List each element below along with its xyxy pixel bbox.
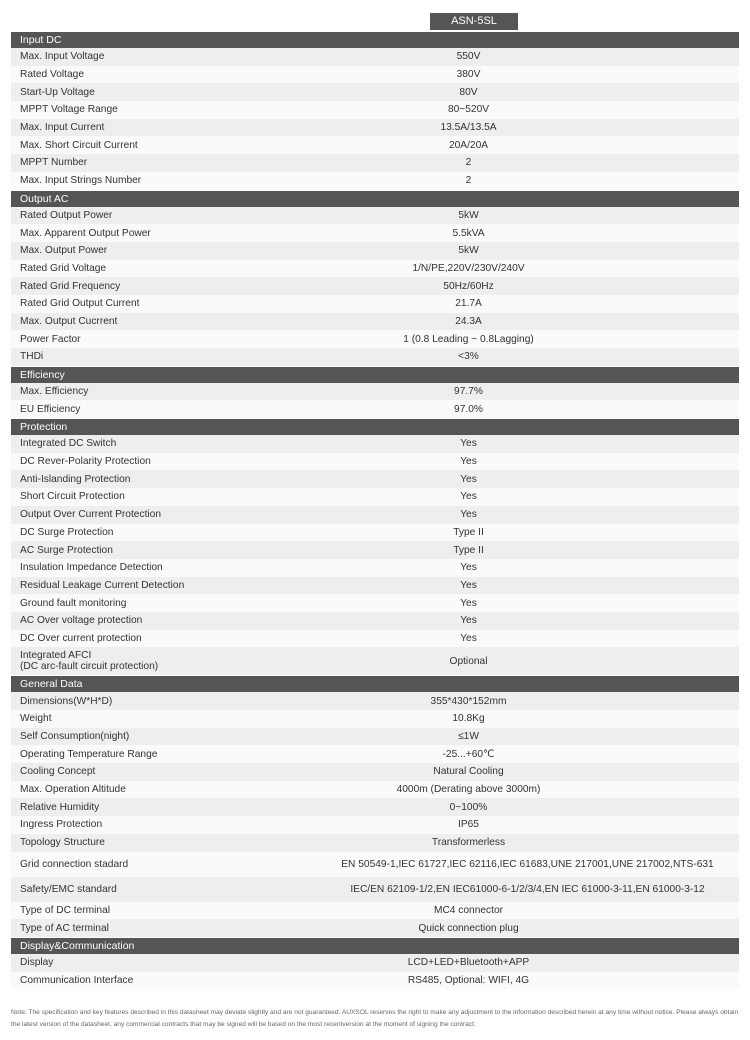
- spec-value: <3%: [458, 351, 479, 363]
- spec-label-text: Relative Humidity: [20, 801, 100, 813]
- spec-value: Yes: [460, 562, 477, 574]
- spec-label: [11, 298, 316, 309]
- spec-table: [11, 31, 739, 989]
- spec-value: 20A/20A: [448, 139, 489, 151]
- spec-label-text: Type of DC terminal: [20, 904, 111, 916]
- spec-value: IP65: [458, 819, 479, 831]
- spec-label-text: AC Over voltage protection: [20, 615, 143, 627]
- spec-value: 2: [465, 157, 472, 169]
- spec-label: [11, 140, 316, 151]
- spec-label-text: DC Rever-Polarity Protection: [20, 456, 151, 468]
- spec-value: Yes: [460, 438, 477, 450]
- spec-row: [11, 224, 739, 242]
- spec-row: [11, 647, 739, 675]
- spec-label-text: Operating Temperature Range: [20, 748, 158, 760]
- spec-label-text: Max. Input Current: [20, 122, 105, 134]
- section-header: General Data: [11, 676, 739, 692]
- spec-row: [11, 852, 739, 877]
- spec-label: [11, 859, 316, 870]
- spec-value: 21.7A: [455, 298, 482, 310]
- spec-row: [11, 954, 739, 972]
- spec-label: [11, 766, 316, 777]
- spec-label-text: THDi: [20, 351, 44, 363]
- spec-label: [11, 334, 316, 345]
- spec-row: [11, 541, 739, 559]
- spec-row: [11, 763, 739, 781]
- disclaimer-note: Note: The specification and key features described in this datasheet may deviate slightly and are not guaranteed. AUXSOL reserves the right to make any adjustment to the information described herein at any time without notice. Please always obtain the latest version of the datasheet, any commercial contracts that may be signed will be based on the most recentversion at the moment of signing the contract.: [11, 1009, 739, 1028]
- model-name-tab: ASN-5SL: [430, 13, 518, 30]
- spec-row: [11, 745, 739, 763]
- spec-value: 2: [465, 175, 472, 187]
- spec-value: 80V: [459, 86, 478, 98]
- section-header: Input DC: [11, 32, 739, 48]
- spec-value: Yes: [460, 509, 477, 521]
- spec-label: [11, 157, 316, 168]
- spec-value: 0~100%: [449, 801, 488, 813]
- spec-label: [11, 819, 316, 830]
- spec-value: 355*430*152mm: [430, 695, 507, 707]
- spec-row: [11, 594, 739, 612]
- section-header: Display&Communication: [11, 938, 739, 954]
- spec-label-text: Display: [20, 957, 54, 969]
- spec-row: [11, 781, 739, 799]
- spec-value: Type II: [453, 544, 484, 556]
- spec-label: [11, 509, 316, 520]
- spec-value: 80~520V: [447, 104, 490, 116]
- spec-label: [11, 713, 316, 724]
- spec-row: [11, 154, 739, 172]
- spec-label-text: DC Surge Protection: [20, 526, 114, 538]
- spec-row: [11, 559, 739, 577]
- spec-label-text: EU Efficiency: [20, 403, 81, 415]
- spec-value: 5kW: [458, 209, 479, 221]
- spec-row: [11, 435, 739, 453]
- spec-label: [11, 474, 316, 485]
- spec-label: [11, 438, 316, 449]
- spec-label: [11, 245, 316, 256]
- spec-label: [11, 316, 316, 327]
- spec-label-text: Max. Efficiency: [20, 386, 89, 398]
- spec-row: [11, 692, 739, 710]
- spec-row: [11, 612, 739, 630]
- spec-label: [11, 87, 316, 98]
- spec-row: [11, 66, 739, 84]
- spec-label-text: Max. Input Voltage: [20, 51, 105, 63]
- spec-label-text: Ingress Protection: [20, 819, 103, 831]
- spec-value: 5kW: [458, 245, 479, 257]
- spec-label-text: Integrated DC Switch: [20, 438, 117, 450]
- spec-value: 50Hz/60Hz: [443, 280, 494, 292]
- spec-row: [11, 295, 739, 313]
- spec-label-text: Start-Up Voltage: [20, 86, 95, 98]
- spec-label: [11, 802, 316, 813]
- spec-label: [11, 598, 316, 609]
- spec-label-subtext: (DC arc-fault circuit protection): [20, 661, 159, 673]
- spec-label-text: Rated Grid Frequency: [20, 280, 121, 292]
- spec-label-text: Ground fault monitoring: [20, 597, 127, 609]
- spec-label-text: Rated Output Power: [20, 209, 113, 221]
- spec-value: 5.5kVA: [452, 227, 485, 239]
- spec-label-text: Rated Grid Voltage: [20, 262, 107, 274]
- spec-label: [11, 650, 316, 672]
- spec-label: [11, 923, 316, 934]
- spec-row: [11, 242, 739, 260]
- spec-value: Yes: [460, 579, 477, 591]
- spec-label-text: Max. Apparent Output Power: [20, 227, 151, 239]
- spec-label-text: Weight: [20, 713, 52, 725]
- spec-row: [11, 400, 739, 418]
- spec-value: Yes: [460, 615, 477, 627]
- spec-value: 550V: [456, 51, 481, 63]
- spec-row: [11, 348, 739, 366]
- spec-row: [11, 172, 739, 190]
- spec-label-text: Max. Output Power: [20, 245, 108, 257]
- spec-label: [11, 491, 316, 502]
- spec-value: -25...+60℃: [442, 748, 495, 760]
- spec-value: EN 50549-1,IEC 61727,IEC 62116,IEC 61683,UNE 217001,UNE 217002,NTS-631: [341, 858, 714, 870]
- spec-label-text: Anti-Islanding Protection: [20, 473, 131, 485]
- spec-row: [11, 119, 739, 137]
- spec-row: [11, 136, 739, 154]
- spec-row: [11, 470, 739, 488]
- spec-row: [11, 728, 739, 746]
- spec-value: Yes: [460, 597, 477, 609]
- spec-label: [11, 731, 316, 742]
- spec-value: 97.7%: [454, 386, 483, 398]
- spec-label: [11, 263, 316, 274]
- spec-label: [11, 51, 316, 62]
- spec-label-text: Type of AC terminal: [20, 922, 109, 934]
- spec-value: Yes: [460, 632, 477, 644]
- spec-label: [11, 210, 316, 221]
- section-header: Protection: [11, 419, 739, 435]
- spec-label-text: MPPT Voltage Range: [20, 104, 118, 116]
- spec-row: [11, 383, 739, 401]
- spec-row: [11, 313, 739, 331]
- spec-label-text: Max. Operation Altitude: [20, 784, 126, 796]
- spec-value: 1 (0.8 Leading ~ 0.8Lagging): [403, 333, 534, 345]
- spec-label: [11, 562, 316, 573]
- spec-value: RS485, Optional: WIFI, 4G: [407, 974, 530, 986]
- section-header: Efficiency: [11, 367, 739, 383]
- spec-value: LCD+LED+Bluetooth+APP: [407, 957, 530, 969]
- spec-row: [11, 524, 739, 542]
- spec-row: [11, 710, 739, 728]
- spec-label-text: Topology Structure: [20, 837, 105, 849]
- spec-label-text: Communication Interface: [20, 974, 134, 986]
- spec-value: Optional: [449, 655, 488, 667]
- spec-row: [11, 877, 739, 902]
- spec-label-text: Max. Input Strings Number: [20, 175, 142, 187]
- spec-value: Type II: [453, 526, 484, 538]
- spec-row: [11, 972, 739, 990]
- spec-label-text: Short Circuit Protection: [20, 491, 125, 503]
- spec-label: [11, 749, 316, 760]
- spec-label: [11, 228, 316, 239]
- spec-label-text: Safety/EMC standard: [20, 883, 117, 895]
- spec-value: Yes: [460, 491, 477, 503]
- spec-value: ≤1W: [458, 731, 479, 743]
- spec-value: MC4 connector: [433, 904, 504, 916]
- spec-label-text: Cooling Concept: [20, 766, 96, 778]
- spec-row: [11, 902, 739, 920]
- spec-row: [11, 207, 739, 225]
- spec-label-text: Power Factor: [20, 333, 81, 345]
- spec-label: [11, 351, 316, 362]
- spec-value: Yes: [460, 473, 477, 485]
- spec-row: [11, 101, 739, 119]
- spec-label: [11, 696, 316, 707]
- spec-value: Natural Cooling: [433, 766, 504, 778]
- spec-row: [11, 330, 739, 348]
- spec-label-text: AC Surge Protection: [20, 544, 113, 556]
- spec-label: [11, 784, 316, 795]
- spec-label-text: Rated Voltage: [20, 69, 85, 81]
- spec-label: [11, 104, 316, 115]
- spec-label-text: Residual Leakage Current Detection: [20, 579, 185, 591]
- spec-label-text: Integrated AFCI: [20, 650, 92, 662]
- spec-label: [11, 281, 316, 292]
- spec-label: [11, 615, 316, 626]
- section-header: Output AC: [11, 191, 739, 207]
- spec-row: [11, 834, 739, 852]
- spec-label: [11, 175, 316, 186]
- spec-label: [11, 545, 316, 556]
- spec-value: Quick connection plug: [418, 922, 519, 934]
- spec-value: 24.3A: [455, 315, 482, 327]
- spec-value: 97.0%: [454, 403, 483, 415]
- spec-row: [11, 919, 739, 937]
- spec-row: [11, 453, 739, 471]
- spec-label: [11, 69, 316, 80]
- spec-label-text: Self Consumption(night): [20, 731, 130, 743]
- spec-value: 4000m (Derating above 3000m): [396, 784, 541, 796]
- spec-label-text: DC Over current protection: [20, 632, 142, 644]
- spec-label: [11, 580, 316, 591]
- spec-row: [11, 488, 739, 506]
- spec-label-text: Output Over Current Protection: [20, 509, 161, 521]
- spec-label: [11, 884, 316, 895]
- spec-label: [11, 905, 316, 916]
- spec-row: [11, 83, 739, 101]
- spec-value: Transformerless: [431, 837, 506, 849]
- spec-row: [11, 260, 739, 278]
- spec-label: [11, 975, 316, 986]
- spec-value: Yes: [460, 456, 477, 468]
- spec-value: 13.5A/13.5A: [440, 122, 497, 134]
- spec-label: [11, 837, 316, 848]
- spec-label: [11, 527, 316, 538]
- spec-label: [11, 633, 316, 644]
- spec-label-text: Max. Short Circuit Current: [20, 139, 138, 151]
- spec-label: [11, 404, 316, 415]
- spec-value: IEC/EN 62109-1/2,EN IEC61000-6-1/2/3/4,EN IEC 61000-3-11,EN 61000-3-12: [350, 883, 705, 895]
- spec-value: 10.8Kg: [452, 713, 485, 725]
- spec-label-text: Rated Grid Output Current: [20, 298, 140, 310]
- spec-label-text: Max. Output Cucrrent: [20, 315, 118, 327]
- spec-label: [11, 957, 316, 968]
- spec-row: [11, 48, 739, 66]
- spec-label: [11, 122, 316, 133]
- spec-value: 380V: [456, 69, 481, 81]
- spec-row: [11, 506, 739, 524]
- spec-row: [11, 630, 739, 648]
- spec-row: [11, 816, 739, 834]
- spec-label-text: MPPT Number: [20, 157, 88, 169]
- spec-row: [11, 277, 739, 295]
- spec-value: 1/N/PE,220V/230V/240V: [412, 262, 525, 274]
- spec-label: [11, 456, 316, 467]
- spec-label: [11, 386, 316, 397]
- spec-label-text: Insulation Impedance Detection: [20, 562, 163, 574]
- spec-label-text: Dimensions(W*H*D): [20, 695, 113, 707]
- spec-label-text: Grid connection stadard: [20, 858, 129, 870]
- spec-row: [11, 577, 739, 595]
- spec-row: [11, 798, 739, 816]
